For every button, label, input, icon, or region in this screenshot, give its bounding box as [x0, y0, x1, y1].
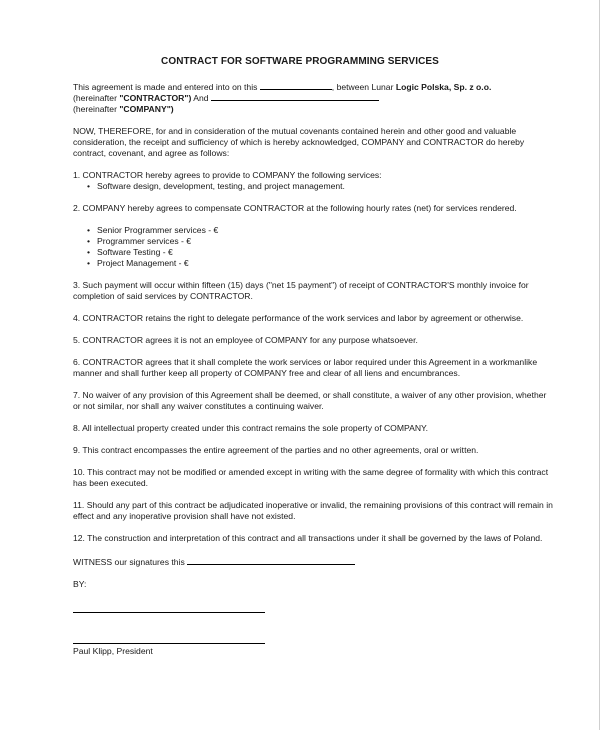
witness-line — [73, 555, 553, 568]
clause-4: 4. CONTRACTOR retains the right to delegate performance of the work services and labor by agreement or otherwise. — [73, 313, 524, 323]
intro-line-2 — [73, 91, 553, 104]
intro-line-3 — [73, 104, 553, 115]
and-text: And — [193, 93, 209, 103]
clause-7: 7. No waiver of any provision of this Agreement shall be deemed, or shall constitute, a waiver of any other provision, whether or not similar, nor shall any waiver constitutes a continuing waiver. — [73, 390, 547, 411]
name-line[interactable] — [73, 643, 265, 644]
company-name-blank[interactable] — [211, 91, 379, 101]
clause-10: 10. This contract may not be modified or amended except in writing with the same degree of formality with which this contract has been executed. — [73, 467, 549, 488]
list-item: • Project Management - € — [91, 258, 553, 269]
clause-12: 12. The construction and interpretation of this contract and all transactions under it shall be governed by the laws of Poland. — [73, 533, 543, 543]
clause-3: 3. Such payment will occur within fifteen (15) days ("net 15 payment") of receipt of CONTRACTOR'S monthly invoice for completion of said services by CONTRACTOR. — [73, 280, 529, 301]
hereinafter-text: (hereinafter — [73, 93, 117, 103]
clause-9: 9. This contract encompasses the entire agreement of the parties and no other agreements, oral or written. — [73, 445, 479, 455]
list-item: • Programmer services - € — [91, 236, 553, 247]
contractor-term: "CONTRACTOR") — [119, 93, 192, 103]
clause-2: 2. COMPANY hereby agrees to compensate CONTRACTOR at the following hourly rates (net) for services rendered. — [73, 203, 517, 213]
list-item: • Senior Programmer services - € — [91, 225, 553, 236]
document-title: CONTRACT FOR SOFTWARE PROGRAMMING SERVICES — [161, 56, 439, 67]
intro-line-1 — [73, 80, 553, 91]
list-item: • Software design, development, testing, and project management. — [91, 181, 553, 192]
list-item: • Software Testing - € — [91, 247, 553, 258]
signatory-name: Paul Klipp, President — [73, 646, 153, 656]
witness-text: WITNESS our signatures this — [73, 557, 185, 567]
clause-11: 11. Should any part of this contract be adjudicated inoperative or invalid, the remaining provisions of this contract will remain in effect and any inoperative provision shall have not existed. — [73, 500, 553, 521]
date-blank[interactable] — [260, 80, 332, 90]
now-therefore-paragraph: NOW, THEREFORE, for and in consideration of the mutual covenants contained herein and other good and valuable consideration, the receipt and sufficiency of which is hereby acknowledged, COMPANY and CONTRACTOR do hereby contract, covenant, and agree as follows: — [73, 126, 525, 158]
hereinafter-text-2: (hereinafter — [73, 104, 117, 114]
clause-2-list — [73, 225, 553, 269]
clause-1: 1. CONTRACTOR hereby agrees to provide to COMPANY the following services: — [73, 170, 382, 180]
by-label: BY: — [73, 579, 87, 589]
company-name: Logic Polska, Sp. z o.o. — [395, 82, 492, 92]
signature-line[interactable] — [73, 612, 265, 613]
clause-1-list — [73, 181, 553, 192]
intro-text: This agreement is made and entered into on this — [73, 82, 258, 92]
contract-body — [73, 80, 553, 590]
intro-text-2: , between Lunar — [331, 82, 394, 92]
clause-8: 8. All intellectual property created under this contract remains the sole property of COMPANY. — [73, 423, 429, 433]
witness-date-blank[interactable] — [187, 555, 355, 565]
company-term: "COMPANY") — [119, 104, 174, 114]
clause-5: 5. CONTRACTOR agrees it is not an employee of COMPANY for any purpose whatsoever. — [73, 335, 418, 345]
clause-6: 6. CONTRACTOR agrees that it shall complete the work services or labor required under this Agreement in a workmanlike manner and shall further keep all property of COMPANY free and clear of all liens and encumbrances. — [73, 357, 538, 378]
